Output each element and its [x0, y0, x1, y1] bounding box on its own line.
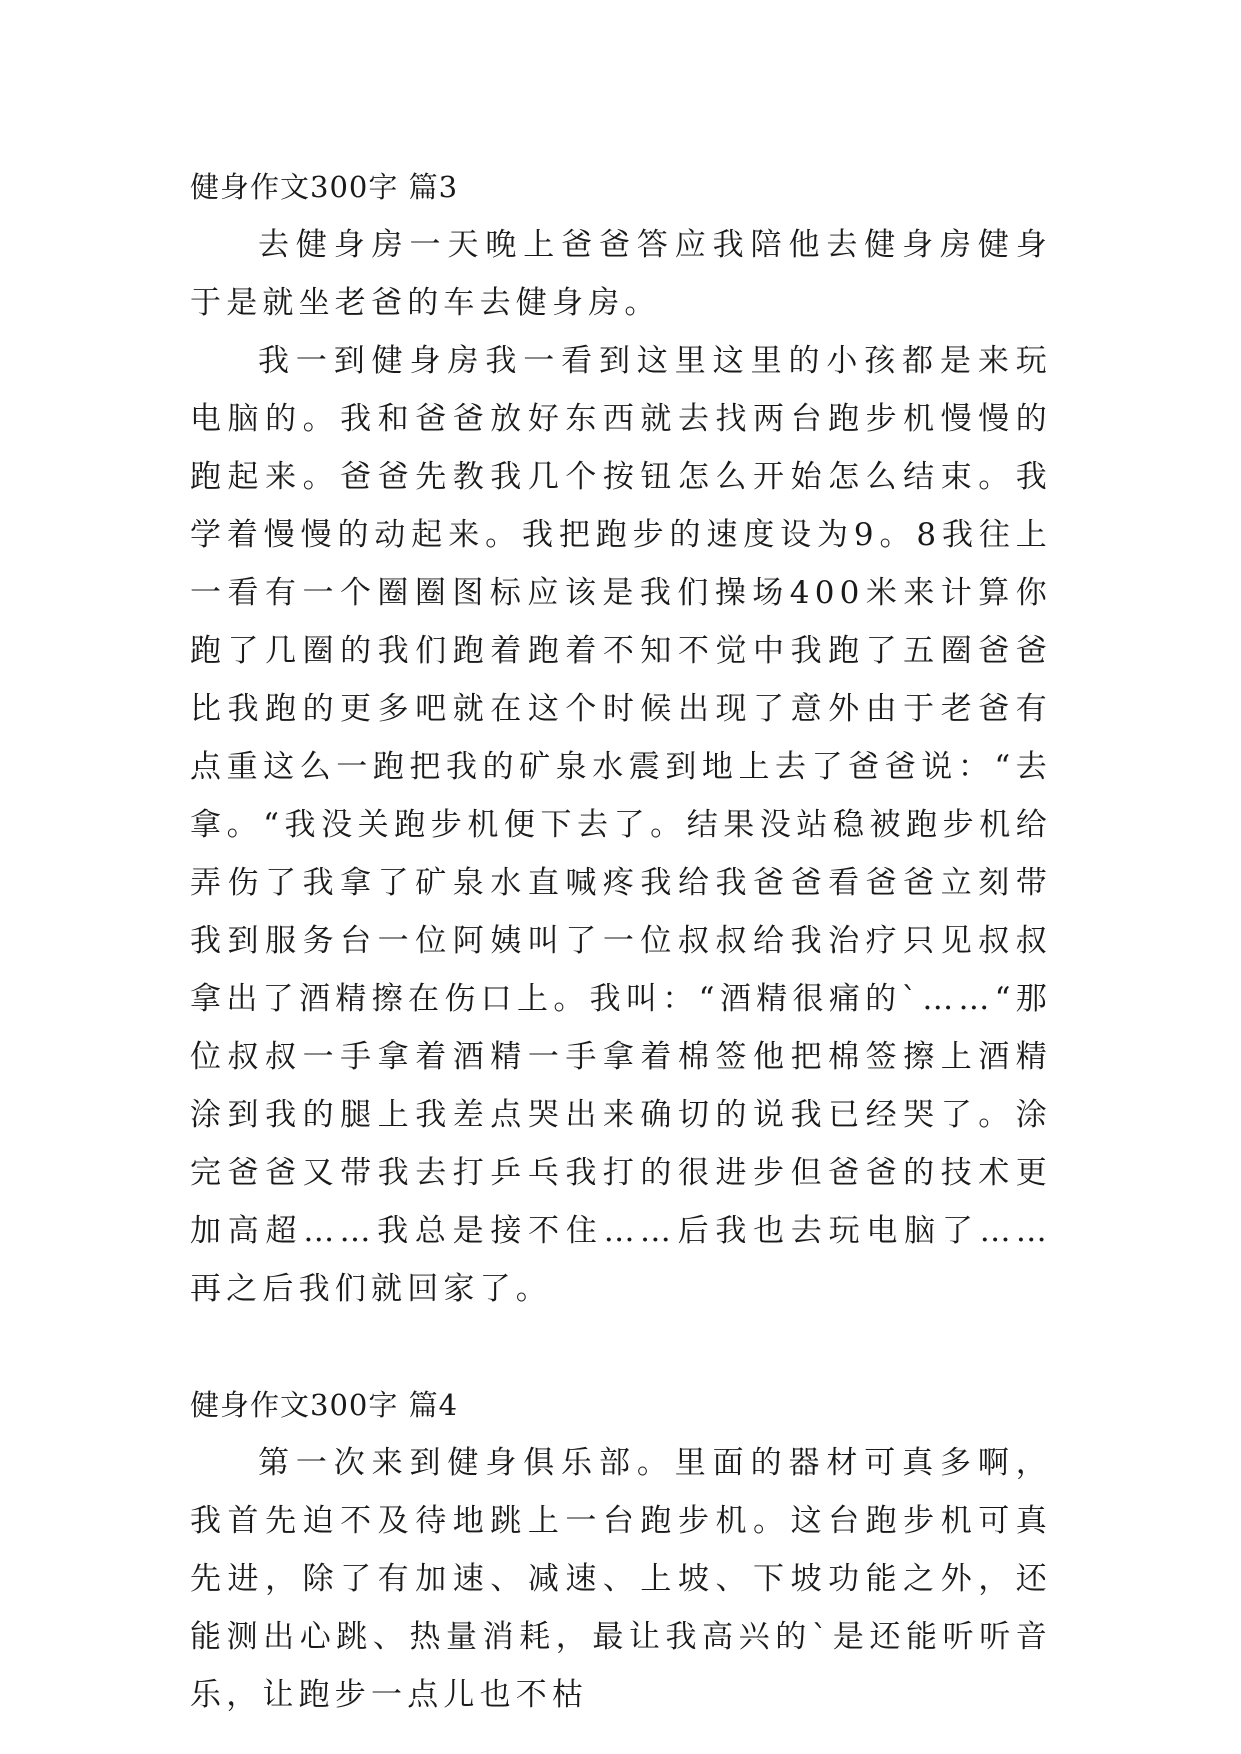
section-spacer [190, 1318, 1052, 1376]
section-heading: 健身作文300字 篇4 [190, 1388, 459, 1422]
paragraph: 第一次来到健身俱乐部。里面的器材可真多啊，我首先迫不及待地跳上一台跑步机。这台跑步机可真先进，除了有加速、减速、上坡、下坡功能之外，还能测出心跳、热量消耗，最让我高兴的`是还能听听音乐，让跑步一点儿也不枯 [190, 1445, 1052, 1713]
document-body [190, 158, 1052, 1724]
paragraph: 我一到健身房我一看到这里这里的小孩都是来玩电脑的。我和爸爸放好东西就去找两台跑步机慢慢的跑起来。爸爸先教我几个按钮怎么开始怎么结束。我学着慢慢的动起来。我把跑步的速度设为9。8我往上一看有一个圈圈图标应该是我们操场400米来计算你跑了几圈的我们跑着跑着不知不觉中我跑了五圈爸爸比我跑的更多吧就在这个时候出现了意外由于老爸有点重这么一跑把我的矿泉水震到地上去了爸爸说：“去拿。“我没关跑步机便下去了。结果没站稳被跑步机给弄伤了我拿了矿泉水直喊疼我给我爸爸看爸爸立刻带我到服务台一位阿姨叫了一位叔叔给我治疗只见叔叔拿出了酒精擦在伤口上。我叫：“酒精很痛的`……“那位叔叔一手拿着酒精一手拿着棉签他把棉签擦上酒精涂到我的腿上我差点哭出来确切的说我已经哭了。涂完爸爸又带我去打乒乓我打的很进步但爸爸的技术更加高超……我总是接不住……后我也去玩电脑了……再之后我们就回家了。 [190, 343, 1052, 1307]
paragraph: 去健身房一天晚上爸爸答应我陪他去健身房健身于是就坐老爸的车去健身房。 [190, 227, 1052, 321]
section-heading: 健身作文300字 篇3 [190, 170, 459, 204]
